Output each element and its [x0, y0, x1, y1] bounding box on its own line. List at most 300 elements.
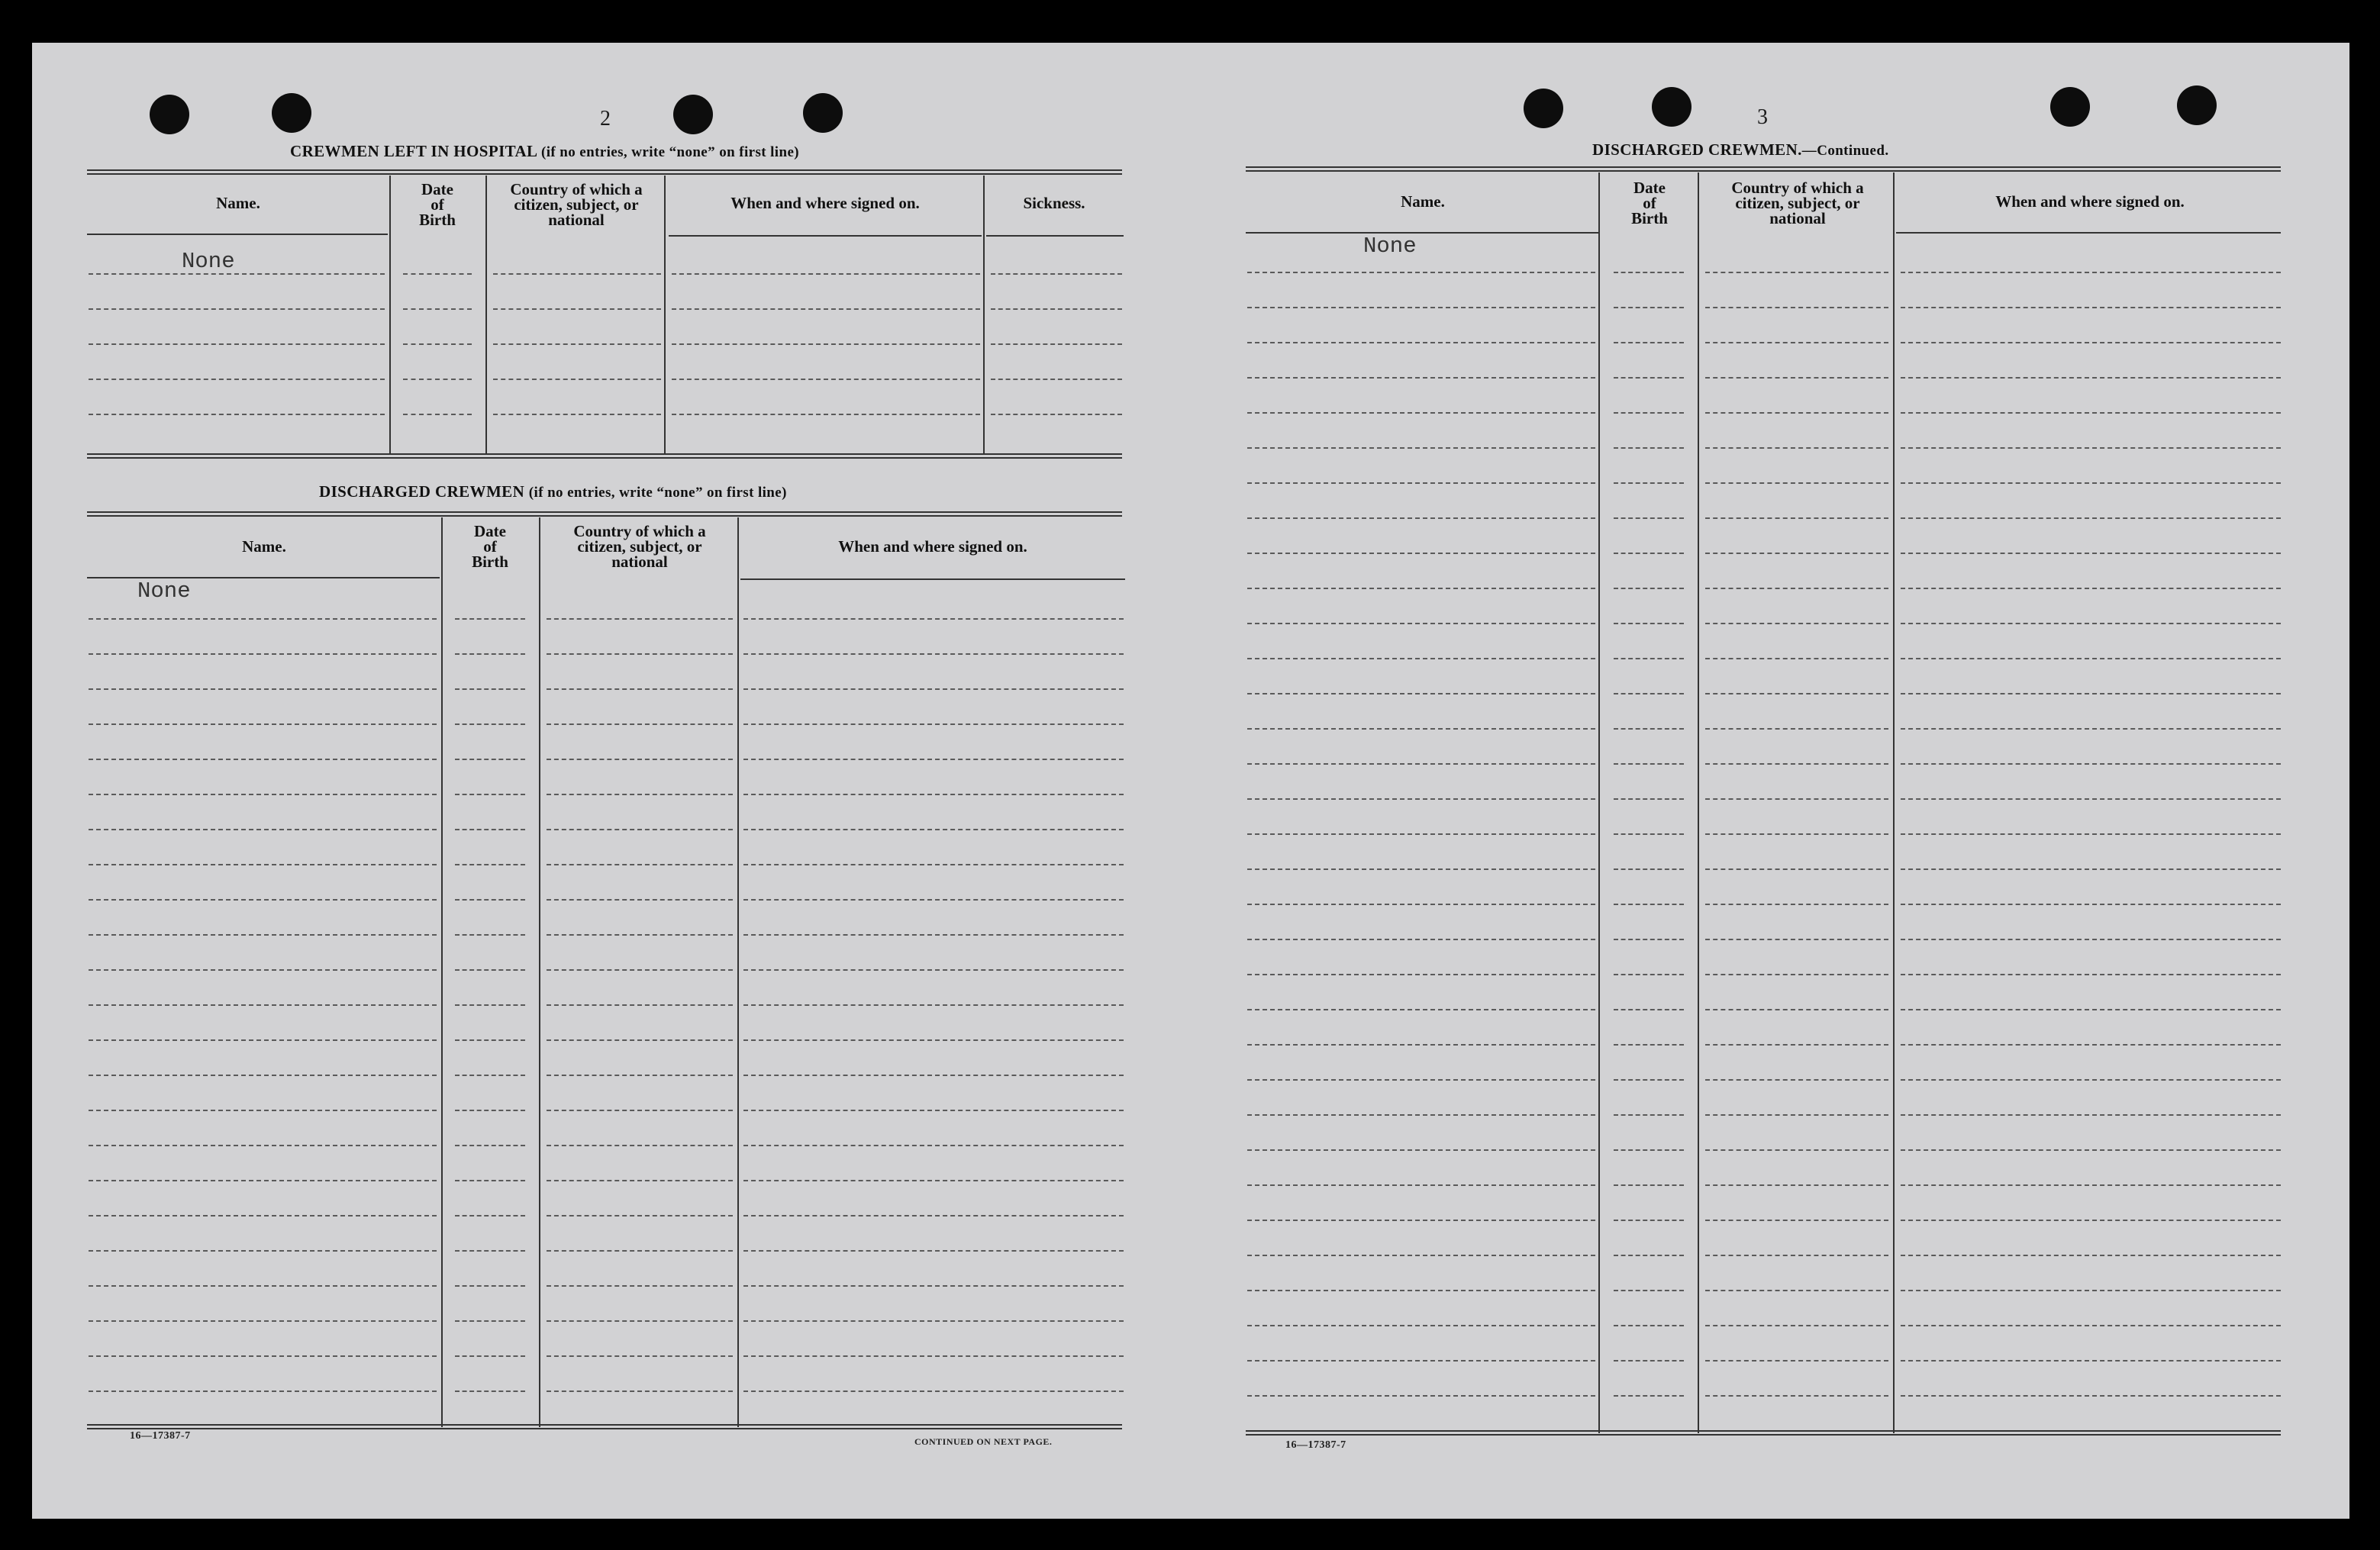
- entry-line: [1614, 1255, 1684, 1256]
- entry-line: [547, 653, 733, 655]
- entry-line: [89, 1390, 437, 1392]
- column-divider: [664, 176, 666, 455]
- entry-line: [1705, 623, 1888, 624]
- entry-line: [89, 1285, 437, 1287]
- header-name: Name.: [1401, 192, 1445, 211]
- entry-line: [547, 899, 733, 901]
- entry-line: [1247, 1079, 1595, 1081]
- entry-line: [89, 414, 385, 415]
- entry-line: [1705, 482, 1888, 484]
- column-divider: [441, 517, 443, 1427]
- entry-line: [1247, 693, 1595, 694]
- entry-line: [89, 653, 437, 655]
- entry-line: [1247, 1220, 1595, 1221]
- entry-line: [743, 794, 1124, 795]
- entry-line: [403, 273, 472, 275]
- entry-line: [1247, 447, 1595, 449]
- entry-line: [1247, 974, 1595, 975]
- entry-line: [1901, 272, 2281, 273]
- entry-line: [547, 688, 733, 690]
- entry-line: [89, 864, 437, 865]
- entry-line: [1247, 517, 1595, 519]
- entry-line: [991, 343, 1122, 345]
- entry-line: [455, 1285, 525, 1287]
- entry-line: [1614, 1395, 1684, 1397]
- entry-line: [1614, 904, 1684, 905]
- entry-line: [1901, 517, 2281, 519]
- entry-line: [1901, 1079, 2281, 1081]
- entry-line: [1901, 588, 2281, 589]
- entry-line: [455, 723, 525, 725]
- entry-line: [455, 969, 525, 971]
- entry-line: [1247, 553, 1595, 554]
- entry-line: [1614, 1220, 1684, 1221]
- entry-line: [455, 1390, 525, 1392]
- header-rule: [986, 235, 1124, 237]
- entry-line: [743, 618, 1124, 620]
- entry-line: [89, 934, 437, 936]
- entry-line: [455, 1180, 525, 1181]
- hospital-bottom-rule: [87, 453, 1122, 459]
- entry-line: [89, 723, 437, 725]
- entry-line: [1901, 1114, 2281, 1116]
- entry-line: [743, 1004, 1124, 1006]
- entry-line: [1901, 1044, 2281, 1046]
- entry-line: [89, 794, 437, 795]
- header-when-where-signed: When and where signed on.: [838, 537, 1027, 556]
- entry-line: [89, 343, 385, 345]
- document-sheet: [32, 43, 2349, 1519]
- entry-line: [547, 1320, 733, 1322]
- entry-line: [89, 1145, 437, 1146]
- entry-line: [1614, 939, 1684, 940]
- entry-line: [743, 1390, 1124, 1392]
- entry-line: [743, 969, 1124, 971]
- punch-hole: [2050, 87, 2090, 127]
- entry-line: [1705, 763, 1888, 765]
- entry-line: [455, 759, 525, 760]
- entry-line: [743, 1145, 1124, 1146]
- entry-line: [455, 1145, 525, 1146]
- entry-line: [1705, 1079, 1888, 1081]
- entry-line: [1614, 1360, 1684, 1361]
- entry-line: [455, 864, 525, 865]
- entry-line: [1901, 798, 2281, 800]
- entry-line: [455, 1355, 525, 1357]
- entry-line: [547, 864, 733, 865]
- page-number: 2: [600, 107, 611, 131]
- entry-line: [89, 1250, 437, 1252]
- header-name: Name.: [216, 194, 260, 212]
- entry-line: [1901, 1360, 2281, 1361]
- hospital-entry: None: [182, 249, 235, 274]
- entry-line: [1901, 658, 2281, 659]
- entry-line: [547, 618, 733, 620]
- entry-line: [1614, 763, 1684, 765]
- entry-line: [89, 899, 437, 901]
- entry-line: [1247, 377, 1595, 379]
- entry-line: [1247, 1149, 1595, 1151]
- entry-line: [493, 308, 661, 310]
- entry-line: [1614, 833, 1684, 835]
- entry-line: [1614, 1079, 1684, 1081]
- entry-line: [1247, 939, 1595, 940]
- entry-line: [1705, 377, 1888, 379]
- column-divider: [983, 176, 985, 455]
- entry-line: [1705, 1290, 1888, 1291]
- header-country: Country of which a citizen, subject, or national: [1731, 179, 1864, 227]
- entry-line: [1901, 1220, 2281, 1221]
- entry-line: [672, 273, 980, 275]
- entry-line: [1705, 1220, 1888, 1221]
- discharged-bottom-rule: [87, 1424, 1122, 1429]
- entry-line: [1705, 798, 1888, 800]
- entry-line: [1614, 623, 1684, 624]
- entry-line: [547, 794, 733, 795]
- column-divider: [1893, 172, 1895, 1433]
- entry-line: [743, 899, 1124, 901]
- entry-line: [547, 1110, 733, 1111]
- entry-line: [1901, 693, 2281, 694]
- entry-line: [1705, 307, 1888, 308]
- entry-line: [743, 1215, 1124, 1216]
- entry-line: [1614, 1149, 1684, 1151]
- entry-line: [1247, 307, 1595, 308]
- entry-line: [743, 934, 1124, 936]
- entry-line: [1247, 868, 1595, 870]
- entry-line: [1901, 1184, 2281, 1186]
- header-country: Country of which a citizen, subject, or national: [573, 522, 706, 571]
- punch-hole: [2177, 85, 2217, 125]
- entry-line: [547, 1215, 733, 1216]
- entry-line: [672, 414, 980, 415]
- entry-line: [1901, 553, 2281, 554]
- entry-line: [1247, 342, 1595, 343]
- column-divider: [539, 517, 540, 1427]
- header-rule: [1896, 232, 2281, 234]
- entry-line: [1705, 1044, 1888, 1046]
- entry-line: [1247, 658, 1595, 659]
- entry-line: [743, 1355, 1124, 1357]
- entry-line: [403, 379, 472, 380]
- entry-line: [547, 969, 733, 971]
- entry-line: [1705, 1395, 1888, 1397]
- entry-line: [1614, 1009, 1684, 1010]
- entry-line: [1705, 412, 1888, 414]
- page-number: 3: [1757, 105, 1768, 129]
- header-when-where-signed: When and where signed on.: [730, 194, 920, 212]
- entry-line: [547, 759, 733, 760]
- entry-line: [455, 794, 525, 795]
- entry-line: [547, 1250, 733, 1252]
- entry-line: [1247, 272, 1595, 273]
- entry-line: [672, 343, 980, 345]
- entry-line: [455, 1039, 525, 1041]
- entry-line: [1614, 974, 1684, 975]
- entry-line: [1705, 868, 1888, 870]
- entry-line: [455, 688, 525, 690]
- entry-line: [493, 379, 661, 380]
- entry-line: [455, 1215, 525, 1216]
- entry-line: [1705, 939, 1888, 940]
- entry-line: [1901, 1009, 2281, 1010]
- entry-line: [89, 1075, 437, 1076]
- entry-line: [547, 723, 733, 725]
- column-divider: [1698, 172, 1699, 1433]
- entry-line: [1247, 1044, 1595, 1046]
- form-number: 16—17387-7: [130, 1430, 191, 1442]
- entry-line: [1247, 1009, 1595, 1010]
- entry-line: [1614, 728, 1684, 730]
- entry-line: [89, 1004, 437, 1006]
- header-name: Name.: [242, 537, 286, 556]
- entry-line: [1705, 1184, 1888, 1186]
- entry-line: [1901, 377, 2281, 379]
- discharged-entry: None: [137, 578, 191, 604]
- discharged-top-rule: [87, 511, 1122, 517]
- entry-line: [1901, 904, 2281, 905]
- entry-line: [1705, 517, 1888, 519]
- entry-line: [1901, 447, 2281, 449]
- entry-line: [1705, 1325, 1888, 1326]
- header-rule: [669, 235, 982, 237]
- entry-line: [1247, 412, 1595, 414]
- entry-line: [403, 414, 472, 415]
- entry-line: [1901, 728, 2281, 730]
- entry-line: [1705, 1149, 1888, 1151]
- header-date-of-birth: Date of Birth: [1631, 179, 1668, 227]
- entry-line: [455, 618, 525, 620]
- entry-line: [1705, 833, 1888, 835]
- punch-hole: [1524, 89, 1563, 128]
- entry-line: [1901, 307, 2281, 308]
- entry-line: [1614, 482, 1684, 484]
- entry-line: [89, 308, 385, 310]
- entry-line: [1247, 482, 1595, 484]
- entry-line: [743, 653, 1124, 655]
- entry-line: [1614, 342, 1684, 343]
- entry-line: [1901, 974, 2281, 975]
- column-divider: [389, 176, 391, 455]
- entry-line: [547, 1039, 733, 1041]
- entry-line: [1901, 1255, 2281, 1256]
- entry-line: [743, 829, 1124, 830]
- entry-line: [1614, 553, 1684, 554]
- column-divider: [737, 517, 739, 1427]
- punch-hole: [673, 95, 713, 134]
- entry-line: [743, 1075, 1124, 1076]
- right-bottom-rule: [1246, 1430, 2281, 1436]
- entry-line: [1614, 1114, 1684, 1116]
- entry-line: [547, 1285, 733, 1287]
- entry-line: [1614, 377, 1684, 379]
- entry-line: [403, 308, 472, 310]
- entry-line: [455, 1004, 525, 1006]
- entry-line: [1705, 588, 1888, 589]
- entry-line: [1901, 868, 2281, 870]
- entry-line: [672, 379, 980, 380]
- entry-line: [991, 308, 1122, 310]
- entry-line: [1247, 588, 1595, 589]
- entry-line: [1705, 693, 1888, 694]
- entry-line: [1901, 623, 2281, 624]
- entry-line: [403, 343, 472, 345]
- entry-line: [1901, 482, 2281, 484]
- entry-line: [743, 759, 1124, 760]
- entry-line: [743, 1110, 1124, 1111]
- discharged-section-title: DISCHARGED CREWMEN (if no entries, write “none” on first line): [319, 482, 787, 501]
- entry-line: [89, 759, 437, 760]
- entry-line: [1614, 588, 1684, 589]
- right-top-rule: [1246, 166, 2281, 172]
- entry-line: [455, 934, 525, 936]
- entry-line: [493, 343, 661, 345]
- entry-line: [455, 1250, 525, 1252]
- discharged-continued-entry: None: [1363, 234, 1417, 259]
- entry-line: [89, 1039, 437, 1041]
- entry-line: [89, 379, 385, 380]
- entry-line: [1247, 1255, 1595, 1256]
- entry-line: [89, 688, 437, 690]
- entry-line: [1247, 1360, 1595, 1361]
- entry-line: [455, 899, 525, 901]
- entry-line: [1247, 763, 1595, 765]
- entry-line: [1247, 728, 1595, 730]
- entry-line: [1705, 728, 1888, 730]
- entry-line: [1247, 798, 1595, 800]
- entry-line: [547, 1075, 733, 1076]
- entry-line: [455, 653, 525, 655]
- entry-line: [1705, 342, 1888, 343]
- entry-line: [1247, 1114, 1595, 1116]
- header-rule: [1246, 232, 1598, 234]
- column-divider: [1598, 172, 1600, 1433]
- entry-line: [1614, 517, 1684, 519]
- entry-line: [89, 618, 437, 620]
- punch-hole: [803, 93, 843, 133]
- entry-line: [1705, 904, 1888, 905]
- entry-line: [1705, 1114, 1888, 1116]
- entry-line: [89, 1180, 437, 1181]
- hospital-section-title: CREWMEN LEFT IN HOSPITAL (if no entries, write “none” on first line): [290, 142, 800, 160]
- entry-line: [1247, 623, 1595, 624]
- entry-line: [547, 1390, 733, 1392]
- entry-line: [89, 969, 437, 971]
- entry-line: [1705, 553, 1888, 554]
- entry-line: [1901, 833, 2281, 835]
- entry-line: [1247, 1395, 1595, 1397]
- entry-line: [547, 829, 733, 830]
- entry-line: [1614, 798, 1684, 800]
- entry-line: [1705, 974, 1888, 975]
- entry-line: [1614, 1044, 1684, 1046]
- punch-hole: [272, 93, 311, 133]
- header-country: Country of which a citizen, subject, or national: [510, 180, 643, 229]
- entry-line: [493, 414, 661, 415]
- entry-line: [1901, 1325, 2281, 1326]
- entry-line: [1247, 1290, 1595, 1291]
- entry-line: [89, 829, 437, 830]
- entry-line: [547, 1004, 733, 1006]
- entry-line: [1247, 904, 1595, 905]
- entry-line: [1901, 763, 2281, 765]
- entry-line: [1901, 342, 2281, 343]
- entry-line: [1614, 693, 1684, 694]
- entry-line: [1901, 412, 2281, 414]
- entry-line: [1705, 1255, 1888, 1256]
- entry-line: [991, 379, 1122, 380]
- entry-line: [743, 1039, 1124, 1041]
- entry-line: [1614, 272, 1684, 273]
- entry-line: [455, 1320, 525, 1322]
- entry-line: [743, 1285, 1124, 1287]
- entry-line: [493, 273, 661, 275]
- entry-line: [1614, 1184, 1684, 1186]
- header-sickness: Sickness.: [1023, 194, 1085, 212]
- header-when-where-signed: When and where signed on.: [1995, 192, 2185, 211]
- entry-line: [455, 1075, 525, 1076]
- punch-hole: [1652, 87, 1691, 127]
- entry-line: [1614, 307, 1684, 308]
- entry-line: [1705, 447, 1888, 449]
- header-rule: [740, 578, 1125, 580]
- entry-line: [743, 1250, 1124, 1252]
- entry-line: [1614, 1290, 1684, 1291]
- entry-line: [455, 1110, 525, 1111]
- entry-line: [89, 1320, 437, 1322]
- entry-line: [743, 688, 1124, 690]
- entry-line: [1901, 1290, 2281, 1291]
- form-number: 16—17387-7: [1285, 1439, 1346, 1451]
- entry-line: [89, 273, 385, 275]
- entry-line: [89, 1355, 437, 1357]
- entry-line: [1705, 1360, 1888, 1361]
- entry-line: [89, 1110, 437, 1111]
- continued-note: CONTINUED ON NEXT PAGE.: [914, 1436, 1053, 1447]
- column-divider: [485, 176, 487, 455]
- entry-line: [991, 273, 1122, 275]
- header-date-of-birth: Date of Birth: [419, 180, 456, 229]
- entry-line: [1614, 447, 1684, 449]
- entry-line: [547, 934, 733, 936]
- entry-line: [1614, 412, 1684, 414]
- entry-line: [743, 1320, 1124, 1322]
- entry-line: [743, 723, 1124, 725]
- entry-line: [1705, 658, 1888, 659]
- entry-line: [743, 1180, 1124, 1181]
- entry-line: [1247, 833, 1595, 835]
- entry-line: [672, 308, 980, 310]
- entry-line: [1614, 658, 1684, 659]
- entry-line: [743, 864, 1124, 865]
- entry-line: [547, 1145, 733, 1146]
- entry-line: [1247, 1325, 1595, 1326]
- entry-line: [547, 1355, 733, 1357]
- entry-line: [1705, 1009, 1888, 1010]
- entry-line: [1614, 1325, 1684, 1326]
- discharged-continued-title: DISCHARGED CREWMEN.—Continued.: [1592, 140, 1889, 159]
- entry-line: [1705, 272, 1888, 273]
- header-rule: [87, 234, 388, 235]
- hospital-top-rule: [87, 169, 1122, 175]
- entry-line: [547, 1180, 733, 1181]
- entry-line: [1901, 1149, 2281, 1151]
- header-date-of-birth: Date of Birth: [472, 522, 508, 571]
- entry-line: [1247, 1184, 1595, 1186]
- entry-line: [1901, 1395, 2281, 1397]
- entry-line: [455, 829, 525, 830]
- punch-hole: [150, 95, 189, 134]
